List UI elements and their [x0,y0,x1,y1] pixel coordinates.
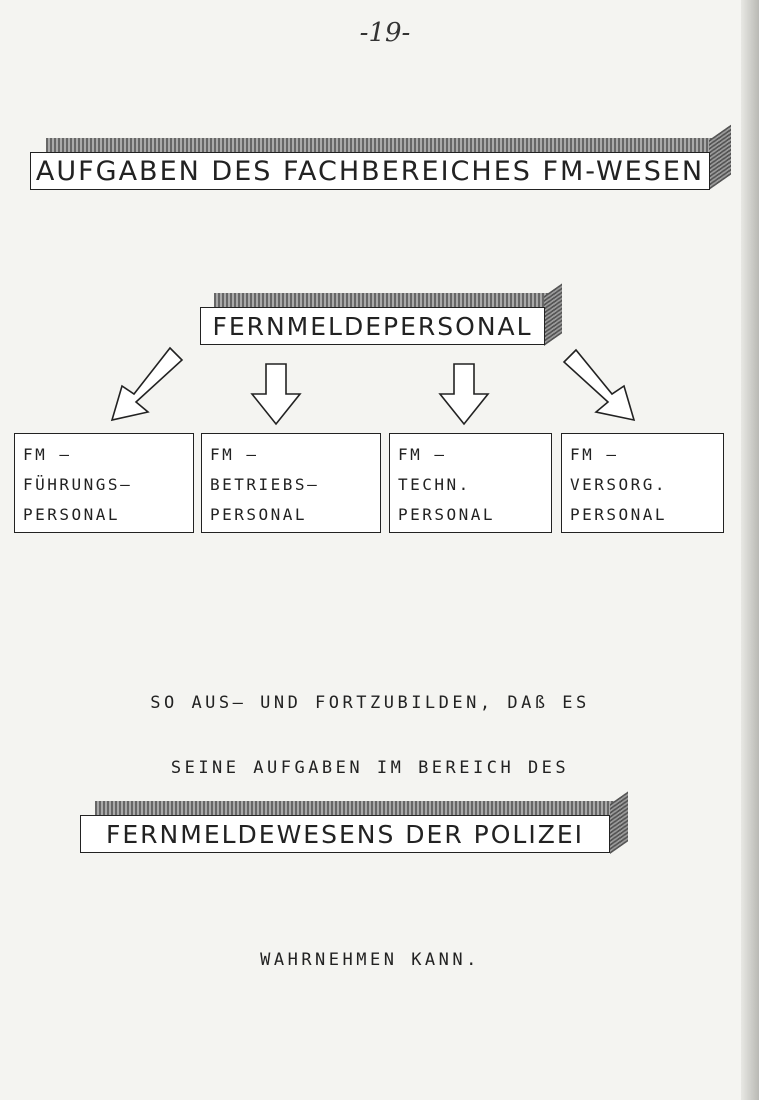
category-box-technik [389,433,552,533]
category-line: VERSORG. [570,475,668,494]
category-line: FM – [210,445,259,464]
category-line: FÜHRUNGS– [23,475,133,494]
statement-line-3: WAHRNEHMEN KANN. [260,950,480,970]
statement-line-1: SO AUS– UND FORTZUBILDEN, DAß ES [150,693,590,713]
category-line: FM – [23,445,72,464]
category-line: PERSONAL [23,505,121,524]
emphasis-title: FERNMELDEWESENS DER POLIZEI [80,815,610,853]
arrow-down-right-icon [564,350,634,420]
main-title-shadow-side [709,125,731,190]
page-binding-shadow [741,0,759,1100]
subject-title: FERNMELDEPERSONAL [200,307,545,345]
category-box-betrieb [201,433,381,533]
emphasis-shadow-side [610,791,628,854]
category-line: PERSONAL [398,505,496,524]
category-line: TECHN. [398,475,471,494]
arrow-down-left-icon [112,348,182,420]
main-title-shadow-top [46,138,730,152]
branch-arrows [0,340,759,440]
category-line: FM – [398,445,447,464]
statement-line-2: SEINE AUFGABEN IM BEREICH DES [170,758,570,778]
category-line: PERSONAL [210,505,308,524]
category-line: FM – [570,445,619,464]
page-number: -19- [359,18,411,48]
subject-shadow-top [214,293,562,307]
category-line: PERSONAL [570,505,668,524]
category-box-versorgung [561,433,724,533]
category-box-fuehrung [14,433,194,533]
subject-shadow-side [544,283,562,346]
arrow-down-icon [440,364,488,424]
main-title: AUFGABEN DES FACHBEREICHES FM-WESEN [30,152,710,190]
emphasis-shadow-top [95,801,628,815]
category-line: BETRIEBS– [210,475,320,494]
arrow-down-icon [252,364,300,424]
